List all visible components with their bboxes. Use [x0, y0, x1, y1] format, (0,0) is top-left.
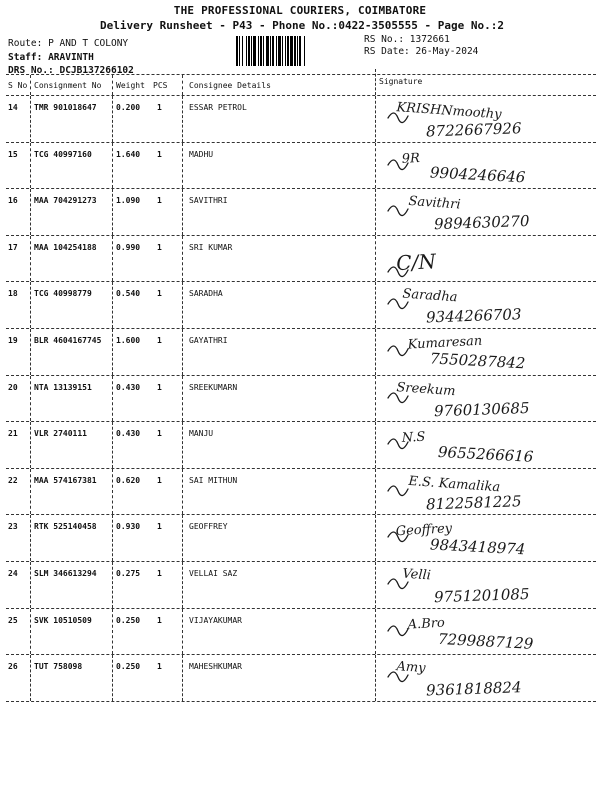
signature-cell	[378, 422, 596, 467]
row-consignment: BLR 4604167745	[34, 335, 102, 345]
handwritten-signature	[378, 96, 596, 141]
signature-stroke	[388, 346, 408, 356]
row-sno: 26	[8, 662, 18, 672]
row-consignee: ESSAR PETROL	[189, 103, 247, 112]
handwritten-signature	[378, 143, 596, 188]
row-weight: 0.540	[116, 289, 141, 299]
signature-phone: 8722667926	[425, 119, 522, 141]
row-weight: 0.200	[116, 103, 141, 112]
row-weight: 0.250	[116, 615, 141, 625]
route-value: P AND T COLONY	[48, 38, 129, 49]
table-row	[6, 376, 596, 423]
row-pcs: 1	[157, 103, 162, 112]
signature-cell	[378, 282, 596, 327]
barcode	[236, 36, 352, 66]
row-sno: 23	[8, 522, 18, 532]
row-sno: 20	[8, 382, 18, 392]
row-weight: 0.275	[116, 568, 141, 578]
signature-name: Sreekum	[395, 379, 456, 399]
signature-cell	[378, 469, 596, 514]
row-consignee: GEOFFREY	[189, 522, 228, 532]
handwritten-signature	[378, 282, 596, 327]
row-weight: 0.430	[116, 382, 141, 392]
row-pcs: 1	[157, 196, 162, 206]
signature-phone: 7550287842	[429, 349, 526, 373]
handwritten-signature	[378, 609, 596, 654]
signature-name: N.S	[401, 429, 426, 447]
signature-cell	[378, 609, 596, 654]
row-pcs: 1	[157, 475, 162, 485]
signature-cell	[378, 236, 596, 281]
table-row	[6, 236, 596, 283]
handwritten-signature	[378, 469, 596, 514]
row-pcs: 1	[157, 335, 162, 345]
signature-phone: 9344266703	[425, 305, 522, 327]
signature-name: Amy	[395, 659, 427, 677]
signature-phone: 9904246646	[429, 163, 526, 187]
handwritten-signature	[378, 236, 596, 281]
table-row	[6, 609, 596, 656]
route-line	[8, 38, 128, 49]
row-pcs: 1	[157, 522, 162, 532]
signature-phone: 9655266616	[437, 443, 534, 466]
signature-phone: 9751201085	[433, 584, 530, 607]
signature-name: Saradha	[401, 286, 458, 306]
col-sno: S No	[8, 81, 28, 90]
col-consignee: Consignee Details	[189, 81, 271, 90]
signature-phone: 9843418974	[429, 535, 526, 559]
row-consignee: MANJU	[189, 429, 214, 439]
table-row	[6, 282, 596, 329]
col-signature: Signature	[379, 77, 423, 86]
row-sno: 19	[8, 335, 18, 345]
signature-name: KRISHNmoothy	[395, 100, 502, 123]
handwritten-signature	[378, 562, 596, 607]
table-row	[6, 143, 596, 190]
signature-stroke	[388, 206, 408, 216]
handwritten-signature	[378, 515, 596, 560]
row-consignment: MAA 574167381	[34, 475, 97, 485]
row-consignee: VIJAYAKUMAR	[189, 615, 242, 625]
table-row	[6, 422, 596, 469]
row-weight: 0.620	[116, 475, 141, 485]
route-label: Route:	[8, 38, 43, 49]
handwritten-signature	[378, 655, 596, 700]
rs-date: RS Date: 26-May-2024	[364, 46, 479, 57]
row-sno: 17	[8, 242, 18, 252]
row-consignee: SAI MITHUN	[189, 475, 238, 485]
signature-cell	[378, 515, 596, 560]
row-pcs: 1	[157, 242, 162, 252]
row-weight: 0.930	[116, 522, 141, 532]
staff-value: ARAVINTH	[48, 52, 94, 63]
row-consignee: SAVITHRI	[189, 196, 228, 206]
signature-phone: 9361818824	[425, 678, 522, 700]
row-pcs: 1	[157, 662, 162, 672]
row-consignment: SLM 346613294	[34, 568, 97, 578]
row-weight: 0.430	[116, 429, 141, 439]
signature-name: A.Bro	[407, 615, 446, 633]
signature-stroke	[388, 486, 408, 496]
row-pcs: 1	[157, 615, 162, 625]
row-consignee: GAYATHRI	[189, 335, 228, 345]
row-consignment: TCG 40997160	[34, 149, 92, 159]
signature-cell	[378, 562, 596, 607]
row-consignment: TCG 40998779	[34, 289, 92, 299]
table-row	[6, 329, 596, 376]
row-consignee: VELLAI SAZ	[189, 568, 238, 578]
table-row	[6, 562, 596, 609]
row-weight: 1.600	[116, 335, 141, 345]
table-row	[6, 469, 596, 516]
row-consignment: VLR 2740111	[34, 429, 87, 439]
row-sno: 25	[8, 615, 18, 625]
row-sno: 18	[8, 289, 18, 299]
signature-cell	[378, 329, 596, 374]
col-weight: Weight	[116, 81, 145, 90]
signature-cell	[378, 655, 596, 700]
row-sno: 15	[8, 149, 18, 159]
signature-name: 9R	[401, 150, 421, 167]
row-consignment: RTK 525140458	[34, 522, 97, 532]
row-sno: 21	[8, 429, 18, 439]
signature-phone: 8122581225	[425, 491, 522, 514]
table-row	[6, 515, 596, 562]
row-weight: 1.090	[116, 196, 141, 206]
row-consignment: MAA 704291273	[34, 196, 97, 206]
signature-name: Savithri	[407, 194, 461, 213]
row-weight: 0.990	[116, 242, 141, 252]
signature-phone: 7299887129	[437, 629, 534, 653]
row-pcs: 1	[157, 382, 162, 392]
table-row	[6, 189, 596, 236]
signature-cell	[378, 189, 596, 234]
signature-phone: 9760130685	[433, 398, 530, 420]
handwritten-signature	[378, 189, 596, 234]
row-pcs: 1	[157, 568, 162, 578]
drs-label: DRS No.:	[8, 65, 54, 76]
handwritten-signature	[378, 422, 596, 467]
col-pcs: PCS	[153, 81, 168, 90]
row-sno: 24	[8, 568, 18, 578]
row-pcs: 1	[157, 149, 162, 159]
row-consignment: NTA 13139151	[34, 382, 92, 392]
row-consignee: SARADHA	[189, 289, 223, 299]
header-company: THE PROFESSIONAL COURIERS, COIMBATORE	[173, 4, 427, 17]
row-consignee: MADHU	[189, 149, 214, 159]
rs-number: RS No.: 1372661	[364, 34, 450, 45]
runsheet-table	[6, 74, 596, 702]
row-sno: 22	[8, 475, 18, 485]
signature-cell	[378, 96, 596, 141]
row-consignee: MAHESHKUMAR	[189, 662, 242, 672]
header-subtitle: Delivery Runsheet - P43 - Phone No.:0422-3505555 - Page No.:2	[100, 19, 504, 32]
row-consignment: TUT 758098	[34, 662, 83, 672]
row-pcs: 1	[157, 289, 162, 299]
signature-name: Geoffrey	[395, 521, 453, 540]
signature-stroke	[388, 626, 408, 636]
row-sno: 16	[8, 196, 18, 206]
signature-name: Kumaresan	[407, 333, 483, 353]
signature-name: E.S. Kamalika	[407, 473, 501, 496]
staff-label: Staff:	[8, 52, 43, 63]
signature-name: C/N	[395, 248, 437, 275]
drs-value: DCJB137266102	[59, 65, 134, 76]
row-weight: 1.640	[116, 149, 141, 159]
table-row	[6, 96, 596, 143]
signature-cell	[378, 143, 596, 188]
row-consignment: MAA 104254188	[34, 242, 97, 252]
table-row	[6, 655, 596, 702]
row-weight: 0.250	[116, 662, 141, 672]
handwritten-signature	[378, 376, 596, 421]
signature-name: Velli	[401, 566, 432, 584]
row-consignment: SVK 10510509	[34, 615, 92, 625]
row-pcs: 1	[157, 429, 162, 439]
signature-cell	[378, 376, 596, 421]
signature-phone: 9894630270	[433, 212, 530, 234]
col-consignment: Consignment No	[34, 81, 102, 90]
handwritten-signature	[378, 329, 596, 374]
table-body	[6, 96, 596, 702]
row-sno: 14	[8, 103, 18, 112]
row-consignee: SRI KUMAR	[189, 242, 233, 252]
row-consignment: TMR 901018647	[34, 103, 97, 112]
staff-line	[8, 52, 94, 63]
row-consignee: SREEKUMARN	[189, 382, 238, 392]
table-header	[6, 74, 596, 96]
